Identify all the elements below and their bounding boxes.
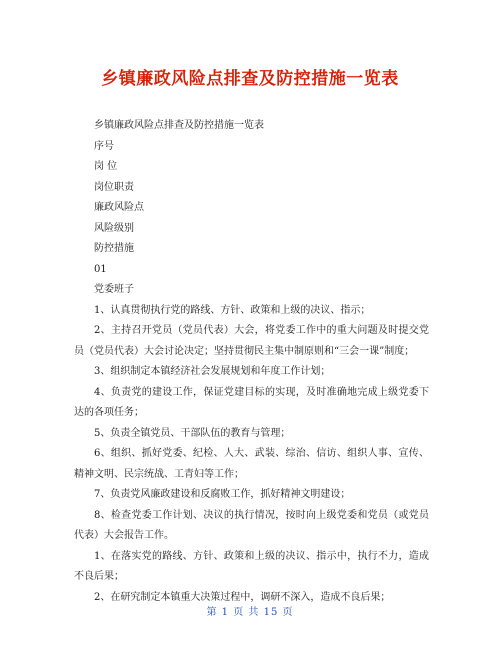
body-line-risk-level: 风险级别: [94, 222, 134, 234]
body-line-committee: 党委班子: [94, 284, 134, 295]
page-number-footer: 第 1 页 共 15 页: [206, 607, 294, 618]
risk-paragraph-1: 1、在落实党的路线、方针、政策和上级的决议、指示中，执行不力，造成不良后果；: [74, 550, 429, 582]
body-line-number: 01: [94, 263, 107, 275]
duty-paragraph-4: 4、负责党的建设工作，保证党建目标的实现，及时准确地完成上级党委下达的各项任务；: [74, 386, 429, 418]
duty-paragraph-3: 3、组织制定本镇经济社会发展规划和年度工作计划；: [94, 366, 331, 377]
risk-paragraph-2: 2、在研究制定本镇重大决策过程中，调研不深入，造成不良后果；: [94, 591, 391, 603]
duty-paragraph-6: 6、组织、抓好党委、纪检、人大、武装、综治、信访、组织人事、宣传、精神文明、民宗统战、工青妇等工作；: [74, 448, 429, 480]
duty-paragraph-2: 2、主持召开党员（党员代表）大会，将党委工作中的重大问题及时提交党员（党员代表）大会讨论决定；坚持贯彻民主集中制原则和“三会一课”制度；: [74, 325, 429, 357]
duty-paragraph-8: 8、检查党委工作计划、决议的执行情况，按时向上级党委和党员（或党员代表）大会报告工作。: [74, 509, 429, 541]
body-line-measures: 防控措施: [94, 243, 134, 254]
body-line-heading: 乡镇廉政风险点排查及防控措施一览表: [94, 120, 264, 131]
duty-paragraph-1: 1、认真贯彻执行党的路线、方针、政策和上级的决议、指示；: [94, 304, 371, 316]
document-title: 乡镇廉政风险点排查及防控措施一览表: [101, 69, 399, 89]
duty-paragraph-5: 5、负责全镇党员、干部队伍的教育与管理；: [94, 427, 291, 439]
body-line-position: 岗 位: [94, 161, 118, 172]
duty-paragraph-7: 7、负责党风廉政建设和反腐败工作，抓好精神文明建设；: [94, 489, 351, 500]
body-line-serial: 序号: [94, 140, 114, 152]
body-line-duties: 岗位职责: [94, 181, 134, 193]
document-body: [74, 116, 429, 608]
body-line-risk-points: 廉政风险点: [94, 202, 144, 213]
